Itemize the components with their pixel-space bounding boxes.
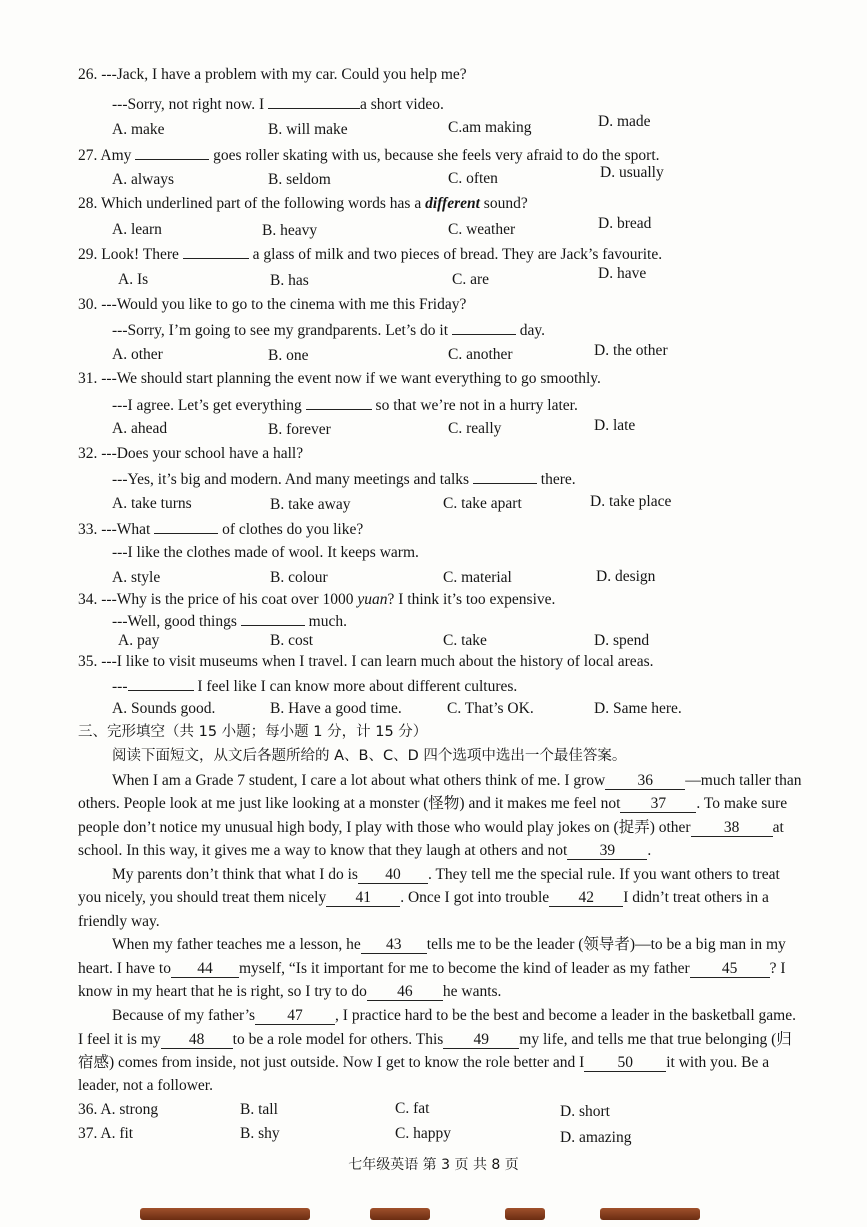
- q29-option-a[interactable]: A. Is: [118, 271, 149, 288]
- q36-option-b[interactable]: B. tall: [240, 1101, 278, 1118]
- passage-line: others. People look at me just like looking at a monster (怪物) and it makes me feel not 37 . To make sure: [78, 795, 788, 812]
- q28-option-d[interactable]: D. bread: [598, 215, 652, 232]
- q32-option-a[interactable]: A. take turns: [112, 495, 192, 512]
- q28-prompt-end: sound?: [483, 195, 528, 212]
- q33-prompt-end: of clothes do you like?: [222, 521, 364, 538]
- passage-line: school. In this way, it gives me a way to know that they laugh at others and not 39 .: [78, 842, 652, 859]
- q34-option-a[interactable]: A. pay: [118, 632, 160, 649]
- q26-blank[interactable]: [268, 94, 360, 109]
- q37-option-b[interactable]: B. shy: [240, 1125, 280, 1142]
- q26-response: [112, 94, 444, 115]
- q27-stem: [78, 145, 660, 166]
- blank-49[interactable]: 49: [443, 1032, 519, 1049]
- blank-38[interactable]: 38: [691, 820, 773, 837]
- q27-option-c[interactable]: C. often: [448, 170, 498, 187]
- q32-option-c[interactable]: C. take apart: [443, 495, 522, 512]
- q27-prompt-end: goes roller skating with us, because she feels very afraid to do the sport.: [213, 147, 660, 164]
- q31-response-end: so that we’re not in a hurry later.: [375, 397, 578, 414]
- q28-option-a[interactable]: A. learn: [112, 221, 162, 238]
- q27-option-a[interactable]: A. always: [112, 171, 174, 188]
- q27-blank[interactable]: [135, 145, 209, 160]
- q28-emphasis: different: [425, 195, 480, 212]
- q34-emphasis: yuan: [357, 591, 388, 608]
- q31-response-start: ---I agree. Let’s get everything: [112, 397, 302, 414]
- passage-line: I feel it is my 48 to be a role model for others. This 49 my life, and tells me that true belonging (归: [78, 1031, 792, 1048]
- q36-option-d[interactable]: D. short: [560, 1103, 610, 1120]
- q30-option-d[interactable]: D. the other: [594, 342, 668, 359]
- q34-blank[interactable]: [241, 611, 305, 626]
- q27-option-b[interactable]: B. seldom: [268, 171, 331, 188]
- passage-line: know in my heart that he is right, so I try to do 46 he wants.: [78, 983, 502, 1000]
- q30-response-start: ---Sorry, I’m going to see my grandparents. Let’s do it: [112, 322, 449, 339]
- q26-option-d[interactable]: D. made: [598, 113, 651, 130]
- scan-artifact: [370, 1208, 430, 1220]
- q26-option-c[interactable]: C.am making: [448, 119, 532, 136]
- blank-40[interactable]: 40: [358, 867, 428, 884]
- q29-option-d[interactable]: D. have: [598, 265, 647, 282]
- blank-36[interactable]: 36: [605, 773, 685, 790]
- q33-option-a[interactable]: A. style: [112, 569, 161, 586]
- q29-prompt-start: 29. Look! There: [78, 246, 179, 263]
- q35-stem: 35. ---I like to visit museums when I travel. I can learn much about the history of local areas.: [78, 653, 654, 670]
- q26-stem: [78, 65, 467, 85]
- q35-response: [112, 676, 517, 697]
- q34-option-c[interactable]: C. take: [443, 632, 487, 649]
- q31-option-a[interactable]: A. ahead: [112, 420, 168, 437]
- q31-blank[interactable]: [306, 395, 372, 410]
- q32-stem: 32. ---Does your school have a hall?: [78, 445, 304, 462]
- passage-line: When my father teaches me a lesson, he 43 tells me to be the leader (领导者)—to be a big man in my: [112, 936, 786, 953]
- q34-response-start: ---Well, good things: [112, 613, 237, 630]
- q31-option-c[interactable]: C. really: [448, 420, 502, 437]
- q35-option-a[interactable]: A. Sounds good.: [112, 700, 216, 717]
- q36-option-a[interactable]: 36. A. strong: [78, 1101, 159, 1118]
- q30-stem: 30. ---Would you like to go to the cinema with me this Friday?: [78, 296, 467, 313]
- blank-43[interactable]: 43: [361, 937, 427, 954]
- page-footer: 七年级英语 第 3 页 共 8 页: [348, 1157, 519, 1173]
- q35-blank[interactable]: [128, 676, 194, 691]
- q37-option-a[interactable]: 37. A. fit: [78, 1125, 134, 1142]
- q34-option-d[interactable]: D. spend: [594, 632, 650, 649]
- q35-response-start: ---: [112, 678, 128, 695]
- q31-response: [112, 395, 578, 416]
- q34-response-end: much.: [308, 613, 347, 630]
- scan-artifact: [505, 1208, 545, 1220]
- blank-44[interactable]: 44: [171, 961, 239, 978]
- q33-response: ---I like the clothes made of wool. It keeps warm.: [112, 544, 419, 561]
- q37-option-d[interactable]: D. amazing: [560, 1129, 632, 1146]
- q27-option-d[interactable]: D. usually: [600, 164, 664, 181]
- q31-option-b[interactable]: B. forever: [268, 421, 331, 438]
- blank-41[interactable]: 41: [326, 890, 400, 907]
- blank-47[interactable]: 47: [255, 1008, 335, 1025]
- q30-blank[interactable]: [452, 320, 516, 335]
- q28-option-c[interactable]: C. weather: [448, 221, 516, 238]
- scan-artifact: [140, 1208, 310, 1220]
- q33-blank[interactable]: [154, 519, 218, 534]
- passage-line: Because of my father’s 47 , I practice hard to be the best and become a leader in the basketball game.: [112, 1007, 796, 1024]
- blank-50[interactable]: 50: [584, 1055, 666, 1072]
- q26-prompt: ---Jack, I have a problem with my car. Could you help me?: [101, 66, 467, 83]
- passage-line: you nicely, you should treat them nicely 41 . Once I got into trouble 42 I didn’t treat others in a: [78, 889, 769, 906]
- q35-option-d[interactable]: D. Same here.: [594, 700, 682, 717]
- passage-line: people don’t notice my unusual high body, I play with those who would play jokes on (捉弄) other 38 at: [78, 819, 784, 836]
- scan-artifact: [600, 1208, 700, 1220]
- q30-response-end: day.: [519, 322, 546, 339]
- q29-stem: [78, 244, 662, 265]
- passage-line: My parents don’t think that what I do is 40 . They tell me the special rule. If you want others to treat: [112, 866, 780, 883]
- q35-option-b[interactable]: B. Have a good time.: [270, 700, 402, 717]
- q34-option-b[interactable]: B. cost: [270, 632, 314, 649]
- q29-prompt-end: a glass of milk and two pieces of bread. They are Jack’s favourite.: [252, 246, 663, 263]
- q34-prompt-end: ? I think it’s too expensive.: [387, 591, 556, 608]
- q34-response: [112, 611, 347, 632]
- q31-stem: 31. ---We should start planning the event now if we want everything to go smoothly.: [78, 370, 601, 387]
- q30-response: [112, 320, 545, 341]
- q30-option-a[interactable]: A. other: [112, 346, 163, 363]
- q26-response-start: ---Sorry, not right now. I: [112, 96, 265, 113]
- q33-prompt-start: 33. ---What: [78, 521, 151, 538]
- blank-37[interactable]: 37: [620, 796, 696, 813]
- passage-line: 宿感) comes from inside, not just outside. Now I get to know the role better and I 50 it with you. Be a: [78, 1054, 770, 1071]
- q35-option-c[interactable]: C. That’s OK.: [447, 700, 534, 717]
- blank-48[interactable]: 48: [161, 1032, 233, 1049]
- q33-option-b[interactable]: B. colour: [270, 569, 328, 586]
- q28-stem: [78, 194, 528, 214]
- q28-prompt-start: 28. Which underlined part of the following words has a: [78, 195, 422, 212]
- q27-prompt-start: 27. Amy: [78, 147, 132, 164]
- q33-option-c[interactable]: C. material: [443, 569, 512, 586]
- blank-42[interactable]: 42: [549, 890, 623, 907]
- q32-option-b[interactable]: B. take away: [270, 496, 351, 513]
- q36-option-c[interactable]: C. fat: [395, 1100, 430, 1117]
- q26-number: 26.: [78, 66, 98, 83]
- q29-option-b[interactable]: B. has: [270, 272, 309, 289]
- passage-line: leader, not a follower.: [78, 1077, 213, 1094]
- section-instruction: 阅读下面短文，从文后各题所给的 A、B、C、D 四个选项中选出一个最佳答案。: [112, 748, 627, 764]
- q30-option-c[interactable]: C. another: [448, 346, 513, 363]
- q26-option-b[interactable]: B. will make: [268, 121, 348, 138]
- blank-39[interactable]: 39: [567, 843, 647, 860]
- passage-line: When I am a Grade 7 student, I care a lot about what others think of me. I grow 36 —much taller than: [112, 772, 802, 789]
- q35-response-end: I feel like I can know more about different cultures.: [197, 678, 518, 695]
- q26-response-end: a short video.: [359, 96, 444, 113]
- q33-option-d[interactable]: D. design: [596, 568, 656, 585]
- q32-response-end: there.: [540, 471, 576, 488]
- q32-option-d[interactable]: D. take place: [590, 493, 672, 510]
- q33-stem: [78, 519, 363, 540]
- q32-response-start: ---Yes, it’s big and modern. And many meetings and talks: [112, 471, 470, 488]
- q28-option-b[interactable]: B. heavy: [262, 222, 318, 239]
- q30-option-b[interactable]: B. one: [268, 347, 309, 364]
- q32-response: [112, 469, 576, 490]
- q34-stem: [78, 590, 555, 610]
- passage-line: heart. I have to 44 myself, “Is it important for me to become the kind of leader as my father 45 ? I: [78, 960, 786, 977]
- blank-45[interactable]: 45: [690, 961, 770, 978]
- q34-prompt-start: 34. ---Why is the price of his coat over 1000: [78, 591, 354, 608]
- q32-blank[interactable]: [473, 469, 537, 484]
- q37-option-c[interactable]: C. happy: [395, 1125, 451, 1142]
- q26-option-a[interactable]: A. make: [112, 121, 165, 138]
- q31-option-d[interactable]: D. late: [594, 417, 636, 434]
- blank-46[interactable]: 46: [367, 984, 443, 1001]
- section-title: 三、完形填空（共 15 小题；每小题 1 分，计 15 分）: [78, 724, 428, 740]
- q29-option-c[interactable]: C. are: [452, 271, 490, 288]
- q29-blank[interactable]: [183, 244, 249, 259]
- passage-line: friendly way.: [78, 913, 160, 930]
